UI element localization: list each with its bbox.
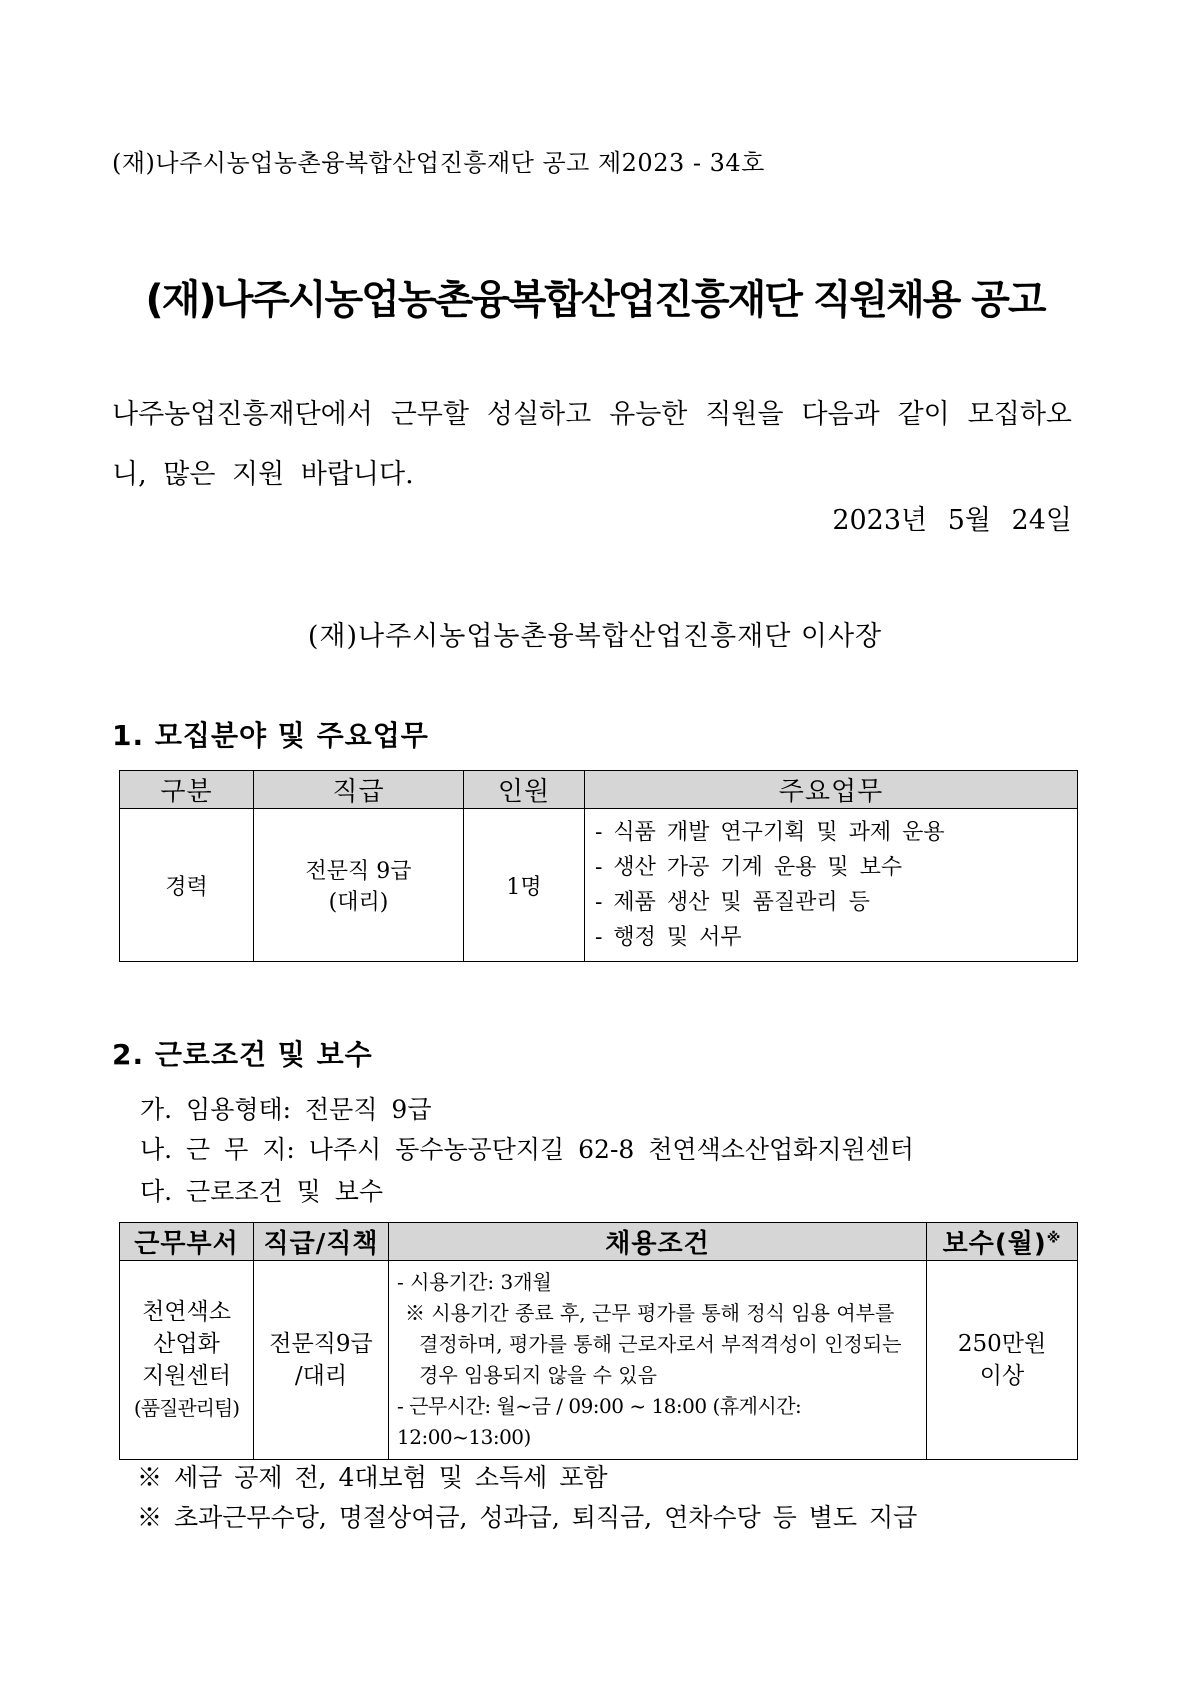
- duties-cell: [585, 809, 1078, 962]
- recruitment-table: [119, 770, 1078, 962]
- header-position: 직급/직책: [254, 1223, 389, 1261]
- salary-line: 250만원: [957, 1331, 1047, 1357]
- dept-line: (품질관리팀): [133, 1396, 240, 1420]
- condition-note: ※ 시용기간 종료 후, 근무 평가를 통해 정식 임용 여부를 결정하며, 평가를 통해 근로자로서 부적격성이 인정되는 경우 임용되지 않을 수 있음: [405, 1301, 902, 1387]
- salary-line: 이상: [979, 1363, 1025, 1389]
- header-category: 구분: [120, 771, 254, 809]
- salary-header-label: 보수(월): [942, 1229, 1047, 1259]
- work-location: 나. 근 무 지: 나주시 동수농공단지길 62-8 천연색소산업화지원센터: [140, 1135, 914, 1164]
- issuer: (재)나주시농업농촌융복합산업진흥재단 이사장: [307, 621, 883, 652]
- position-cell: [254, 1261, 389, 1460]
- dept-line: 산업화: [153, 1331, 220, 1357]
- header-salary: [927, 1223, 1078, 1261]
- salary-cell: [927, 1261, 1078, 1460]
- table-row: [120, 1261, 1078, 1460]
- salary-note-mark: ※: [1046, 1230, 1062, 1247]
- footnote: ※ 초과근무수당, 명절상여금, 성과급, 퇴직금, 연차수당 등 별도 지급: [137, 1503, 918, 1532]
- header-dept: 근무부서: [120, 1223, 254, 1261]
- grade-line: (대리): [328, 890, 389, 915]
- dept-line: 천연색소: [142, 1299, 231, 1325]
- list-item: - 생산 가공 기계 운용 및 보수: [595, 855, 903, 880]
- dept-line: 지원센터: [142, 1363, 231, 1389]
- list-item: - 행정 및 서무: [595, 925, 742, 950]
- conditions-cell: [389, 1261, 927, 1460]
- conditions-table: [119, 1222, 1078, 1460]
- employment-type: 가. 임용형태: 전문직 9급: [140, 1095, 432, 1124]
- condition-item: - 시용기간: 3개월: [397, 1270, 552, 1294]
- notice-number: (재)나주시농업농촌융복합산업진흥재단 공고 제2023 - 34호: [112, 149, 765, 177]
- position-line: 전문직9급: [269, 1331, 373, 1357]
- header-count: 인원: [464, 771, 585, 809]
- table-header-row: [120, 1223, 1078, 1261]
- count-cell: 1명: [464, 809, 585, 962]
- table-row: [120, 809, 1078, 962]
- category-cell: 경력: [120, 809, 254, 962]
- header-conditions: 채용조건: [389, 1223, 927, 1261]
- section2-heading: 2. 근로조건 및 보수: [112, 1038, 373, 1071]
- page-title: (재)나주시농업농촌융복합산업진흥재단 직원채용 공고: [145, 277, 1045, 323]
- notice-date: 2023년 5월 24일: [832, 505, 1072, 536]
- footnote: ※ 세금 공제 전, 4대보험 및 소득세 포함: [137, 1463, 608, 1492]
- condition-item: - 근무시간: 월~금 / 09:00 ~ 18:00 (휴게시간: 12:00~13:00): [397, 1394, 802, 1449]
- header-duties: 주요업무: [585, 771, 1078, 809]
- header-grade: 직급: [254, 771, 464, 809]
- grade-line: 전문직 9급: [305, 859, 412, 884]
- list-item: - 제품 생산 및 품질관리 등: [595, 890, 870, 915]
- list-item: - 식품 개발 연구기획 및 과제 운용: [595, 820, 945, 845]
- intro-paragraph: 나주농업진흥재단에서 근무할 성실하고 유능한 직원을 다음과 같이 모집하오니, 많은 지원 바랍니다.: [112, 399, 1072, 490]
- grade-cell: [254, 809, 464, 962]
- section1-heading: 1. 모집분야 및 주요업무: [112, 719, 429, 752]
- table-header-row: [120, 771, 1078, 809]
- position-line: /대리: [294, 1363, 348, 1389]
- conditions-subheading: 다. 근로조건 및 보수: [140, 1177, 383, 1206]
- dept-cell: [120, 1261, 254, 1460]
